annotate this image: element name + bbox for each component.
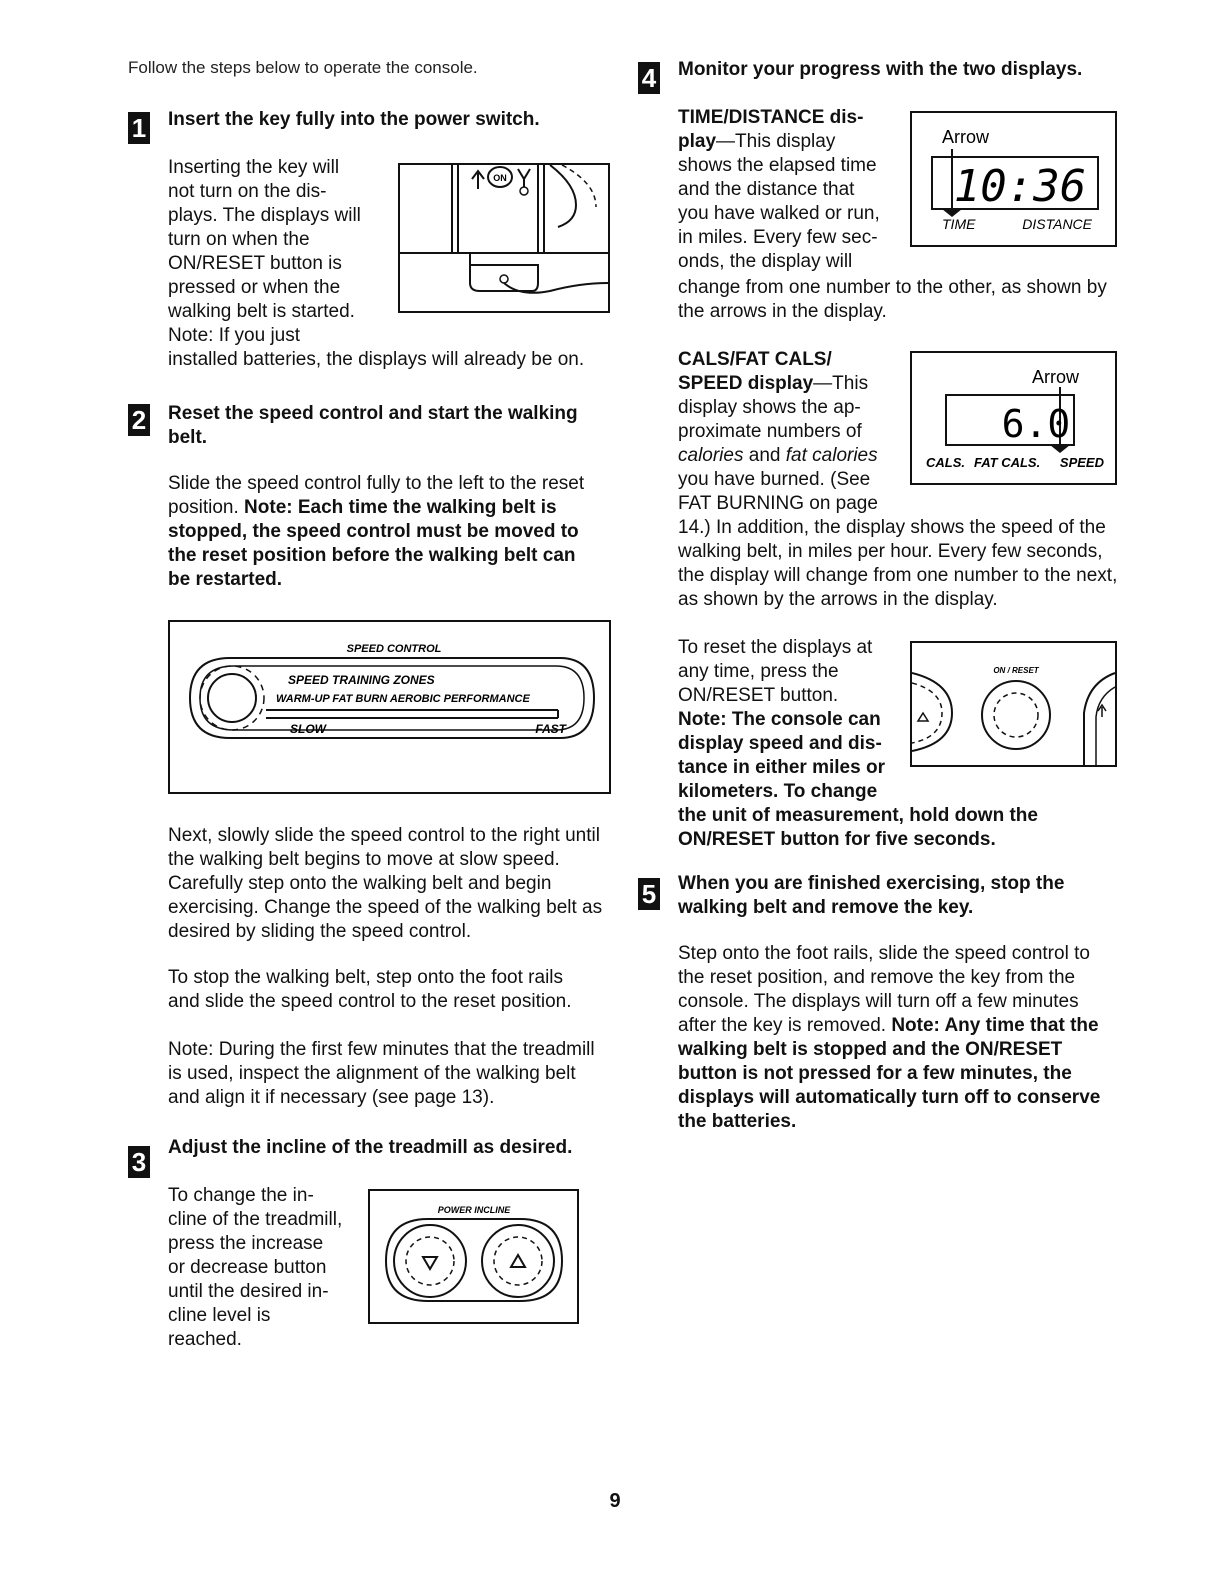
cals-text: [678, 348, 908, 516]
cals-heading: CALS/FAT CALS/: [678, 349, 832, 370]
time-distance-line: —This display: [716, 131, 836, 152]
step-5-body-note: Note: Any time that the walking belt is stopped and the ON/RESET button is not pressed for a few minutes, the displays will automatically turn off to conserve the batteries.: [678, 1015, 1101, 1132]
cals-heading-2: SPEED display: [678, 373, 814, 394]
step-2-para-1: [168, 472, 600, 592]
reset-note-line: display speed and dis-: [678, 733, 882, 754]
step-2-title-line: belt.: [168, 427, 208, 448]
cals-italic-calories: calories: [678, 445, 744, 466]
step-1-line: pressed or when the: [168, 277, 341, 298]
intro-text: Follow the steps below to operate the console.: [128, 58, 478, 77]
step-3-line: cline level is: [168, 1305, 271, 1326]
step-3-body: [168, 1184, 368, 1352]
step-1-line: ON/RESET button is: [168, 253, 342, 274]
distance-label: DISTANCE: [1022, 216, 1092, 232]
speed-control-illustration: [170, 622, 609, 792]
time-digits: 10:36: [953, 161, 1087, 212]
time-distance-line: in miles. Every few sec-: [678, 227, 878, 248]
time-distance-line: and the distance that: [678, 179, 855, 200]
step-1-line: Inserting the key will: [168, 157, 340, 178]
cals-and: and: [743, 445, 786, 466]
step-5-title-line: When you are finished exercising, stop the: [678, 873, 1065, 894]
step-2-para-2: Next, slowly slide the speed control to the right until the walking belt begins to move at slow speed. Carefully step onto the walking belt and begin exercising. Change the speed of the walking belt as desired by sliding the speed control.: [168, 825, 603, 942]
cals-full: 14.) In addition, the display shows the speed of the walking belt, in miles per hour. Every few seconds, the display will change from one number to the next, as shown by the arrows in the display.: [678, 517, 1118, 610]
time-distance-line: onds, the display will: [678, 251, 853, 272]
speed-zones-title: SPEED TRAINING ZONES: [288, 673, 435, 687]
reset-line: To reset the displays at: [678, 637, 873, 658]
reset-line: any time, press the: [678, 661, 839, 682]
step-1-line: plays. The displays will: [168, 205, 361, 226]
cals-line: —This: [813, 373, 869, 394]
step-1-line: turn on when the: [168, 229, 310, 250]
on-reset-figure: [910, 641, 1117, 767]
reset-note-line: kilometers. To change: [678, 781, 878, 802]
reset-line: ON/RESET button.: [678, 685, 839, 706]
step-3-line: or decrease button: [168, 1257, 327, 1278]
step-4-title: Monitor your progress with the two displays.: [678, 59, 1083, 80]
fast-label: FAST: [535, 722, 566, 736]
time-distance-full: change from one number to the other, as shown by the arrows in the display.: [678, 277, 1107, 322]
on-label: ON: [493, 173, 507, 183]
time-distance-display-figure: [910, 111, 1117, 247]
on-reset-title: ON / RESET: [993, 666, 1039, 675]
time-distance-heading-2: play: [678, 131, 717, 152]
step-5-title-line: walking belt and remove the key.: [678, 897, 974, 918]
step-2-title: [168, 402, 578, 450]
arrow-label-2: Arrow: [1032, 367, 1080, 387]
step-5-body: [678, 942, 1118, 1134]
step-2-para-1-note: Note: Each time the walking belt is stopped, the speed control must be moved to the reset position before the walking belt can be restarted.: [168, 497, 579, 590]
step-3-line: To change the in-: [168, 1185, 314, 1206]
step-3-line: press the increase: [168, 1233, 324, 1254]
step-5-title: [678, 872, 1064, 920]
cals-speed-display: [912, 353, 1115, 483]
on-reset-illustration: [912, 643, 1115, 765]
power-incline-figure: [368, 1189, 579, 1324]
speed-control-figure: [168, 620, 611, 794]
step-1-line: walking belt is started.: [168, 301, 355, 322]
reset-note-line: tance in either miles or: [678, 757, 885, 778]
step-5-body-plain: Step onto the foot rails, slide the speed control to the reset position, and remove the key from the console. The displays will turn off a few minutes after the key is removed.: [678, 943, 1090, 1036]
speed-control-title: SPEED CONTROL: [346, 643, 442, 655]
step-1-title: Insert the key fully into the power switch.: [168, 109, 540, 130]
power-incline-title: POWER INCLINE: [437, 1205, 511, 1215]
time-distance-line: shows the elapsed time: [678, 155, 877, 176]
step-2-para-1-plain: Slide the speed control fully to the left to the reset position.: [168, 473, 585, 518]
step-3-line: until the desired in-: [168, 1281, 329, 1302]
increase-arrow-icon: [511, 1255, 525, 1267]
cals-line: FAT BURNING on page: [678, 493, 878, 514]
time-label: TIME: [942, 216, 976, 232]
page-number: 9: [609, 1490, 621, 1512]
speed-label: SPEED: [1059, 455, 1104, 470]
step-3-line: reached.: [168, 1329, 242, 1350]
time-distance-text: [678, 106, 908, 274]
step-2-number: 2: [128, 404, 150, 436]
speed-zones-list: WARM-UP FAT BURN AEROBIC PERFORMANCE: [276, 693, 530, 705]
key-switch-figure: [398, 163, 610, 313]
cals-line: you have burned. (See: [678, 469, 871, 490]
slow-label: SLOW: [290, 722, 326, 736]
reset-note-line: Note: The console can: [678, 709, 881, 730]
decrease-arrow-icon: [423, 1257, 437, 1269]
step-3-line: cline of the treadmill,: [168, 1209, 343, 1230]
step-1-line: Note: If you just: [168, 325, 301, 346]
cals-speed-display-figure: [910, 351, 1117, 485]
step-1-body-full: installed batteries, the displays will already be on.: [168, 349, 585, 370]
cals-line: display shows the ap-: [678, 397, 861, 418]
step-2-title-line: Reset the speed control and start the walking: [168, 403, 578, 424]
fat-cals-label: FAT CALS.: [974, 455, 1041, 470]
reset-note-full: the unit of measurement, hold down the ON/RESET button for five seconds.: [678, 805, 1038, 850]
step-4-number: 4: [638, 62, 660, 94]
arrow-label: Arrow: [942, 127, 990, 147]
cals-label: CALS.: [926, 455, 965, 470]
time-distance-display: [912, 113, 1115, 245]
key-switch-illustration: [400, 165, 608, 311]
cals-line: proximate numbers of: [678, 421, 862, 442]
cals-italic-fat: fat calories: [785, 445, 878, 466]
step-1-number: 1: [128, 112, 150, 144]
arrow-pointer-icon-2: [1050, 445, 1070, 453]
step-3-title: Adjust the incline of the treadmill as desired.: [168, 1137, 573, 1158]
reset-text: [678, 636, 908, 804]
step-1-line: not turn on the dis-: [168, 181, 327, 202]
power-incline-illustration: [370, 1191, 577, 1322]
step-3-number: 3: [128, 1146, 150, 1178]
step-2-para-3: To stop the walking belt, step onto the foot rails and slide the speed control to the reset position.: [168, 967, 572, 1012]
step-5-number: 5: [638, 878, 660, 910]
step-1-body: [168, 156, 388, 348]
time-distance-heading: TIME/DISTANCE dis-: [678, 107, 864, 128]
time-distance-line: you have walked or run,: [678, 203, 880, 224]
speed-digits: 6.0: [1001, 402, 1071, 446]
step-2-para-4: Note: During the first few minutes that the treadmill is used, inspect the alignment of the walking belt and align it if necessary (see page 13).: [168, 1039, 595, 1108]
